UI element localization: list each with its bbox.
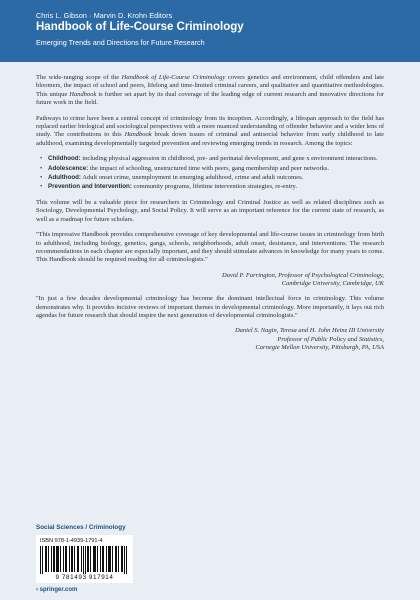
editors-line: Chris L. Gibson · Marvin D. Krohn Editors	[36, 11, 173, 20]
topic-item: • Childhood: including physical aggression in childhood, pre- and perinatal development, and gene x environment interactions.	[36, 155, 384, 163]
endorsement-quote: "In just a few decades developmental criminology has become the dominant intellectual force in criminology. This volume demonstrates why. It provides incisive reviews of important themes in developmental criminology. More importantly, it lays out rich agendas for future research that should inspire the next generation of developmental criminologists."	[36, 295, 384, 319]
topic-item: • Adolescence: the impact of schooling, unstructured time with peers, gang membership and peer networks.	[36, 165, 384, 173]
barcode-digits: 9 781493 917914	[55, 574, 114, 581]
cover-header	[0, 0, 420, 62]
intro-paragraph-2: Pathways to crime have been a central concept of criminology from its inception. Accordingly, a lifespan approach to the field has replaced earlier biological and sociological perspectives with a more nuanced understanding of offender behavior and a wider lens of study. The contributions to this Handbook break down issues of criminal and antisocial behavior from early childhood to late adulthood, examining developmentally targeted prevention and reviewing emerging trends in research. Among the topics:	[36, 114, 385, 147]
endorsement-quote: "This impressive Handbook provides comprehensive coverage of key developmental and life-course issues in criminology from birth to adulthood, including biology, genetics, gangs, schools, neighborhoods, adult onset, desistance, and interventions. The research recommendations in each chapter are especially important, and they should stimulate advances in knowledge for many years to come. This Handbook should be required reading for all criminologists."	[36, 231, 384, 264]
subject-category: Social Sciences / Criminology	[36, 524, 126, 531]
endorsement-attribution: Daniel S. Nagin, Teresa and H. John Heinz III University Professor of Public Policy and Statistics, Carnegie Mellon University, Pittsburgh, PA, USA	[234, 327, 384, 351]
topics-list	[36, 155, 384, 192]
barcode-panel	[36, 535, 133, 583]
intro-paragraph-1: The wide-ranging scope of the Handbook of Life-Course Criminology covers genetics and environment, child offenders and late bloomers, the impact of school and peers, lifelong and time-limited criminal careers, and qualitative and quantitative methodologies. This unique Handbook is further set apart by its dual coverage of the leading edge of current research and innovative directions for future work in the field.	[36, 74, 385, 107]
barcode-graphic	[40, 546, 129, 574]
closing-paragraph: This volume will be a valuable piece for researchers in Criminology and Criminal Justice as well as related disciplines such as Sociology, Developmental Psychology, and Social Policy. It will serve as an important reference for the current state of research, as well as a roadmap for future scholars.	[36, 198, 384, 223]
topic-item: • Adulthood: Adult onset crime, unemployment in emerging adulthood, crime and adult outcomes.	[36, 174, 384, 182]
endorsement-attribution: David P. Farrington, Professor of Psychological Criminology, Cambridge University, Cambridge, UK	[222, 271, 384, 287]
book-subtitle: Emerging Trends and Directions for Future Research	[36, 38, 205, 47]
publisher-website-link[interactable]: › springer.com	[36, 587, 78, 593]
isbn-label: ISBN 978-1-4939-1791-4	[40, 538, 103, 544]
back-cover-text	[36, 74, 384, 359]
topic-item: • Prevention and Intervention: community programs, lifetime intervention strategies, re-entry.	[36, 183, 384, 191]
book-title: Handbook of Life-Course Criminology	[36, 21, 244, 33]
